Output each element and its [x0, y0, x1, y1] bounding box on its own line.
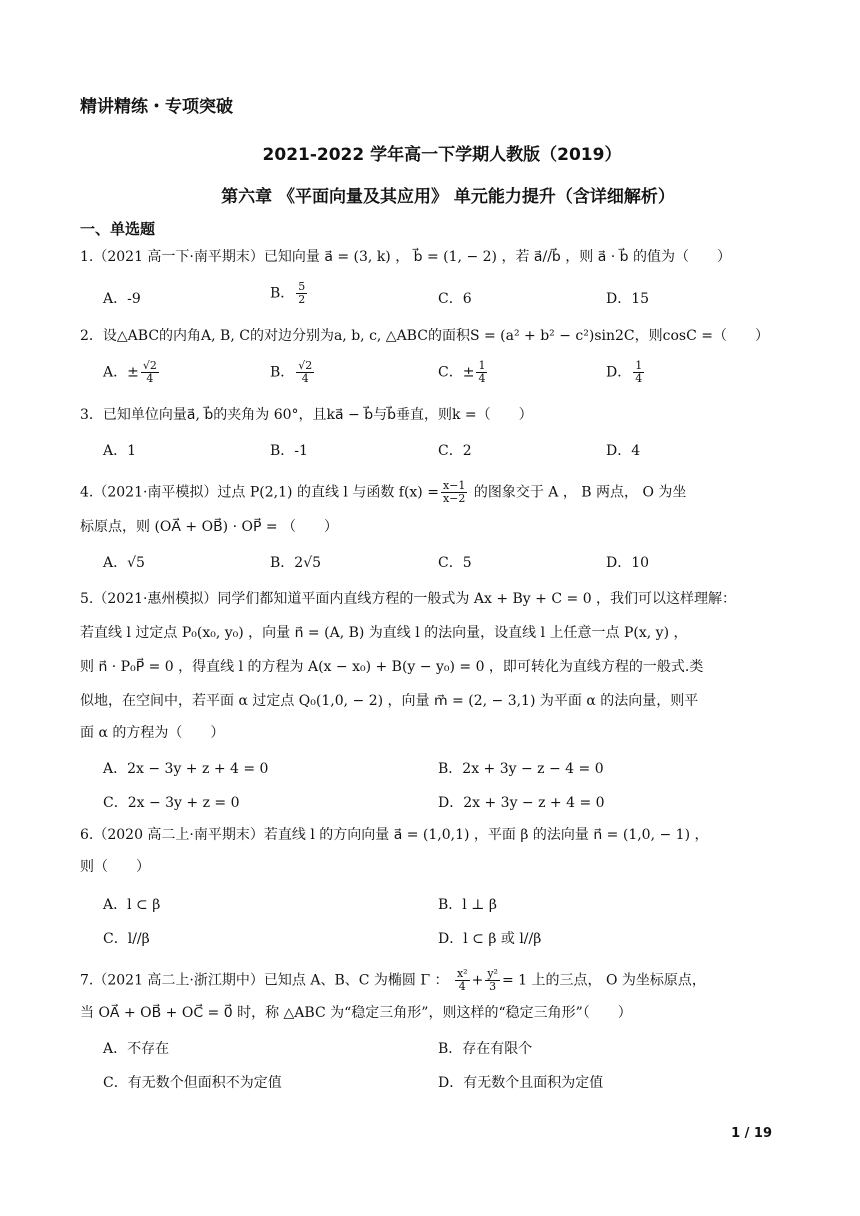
- q1-option-b-fraction: $\frac{5}{2}$: [298, 280, 306, 306]
- question-5-line-2: 若直线 l 过定点 P₀(x₀, y₀) ，向量 n⃗ = (A, B) 为直线 l 的法向量，设直线 l 上任意一点 P(x, y) ，: [80, 625, 688, 641]
- q1-option-b: B． $\frac{5}{2}$: [270, 280, 306, 306]
- q4-option-a: A．√5: [103, 555, 145, 571]
- question-6-line-2: 则（ ）: [80, 859, 150, 875]
- question-5-line-4: 似地，在空间中，若平面 α 过定点 Q₀(1,0, − 2) ，向量 m⃗ = (2, − 3,1) 为平面 α 的法向量，则平: [80, 693, 699, 709]
- q5-option-d: D．2x + 3y − z + 4 = 0: [438, 795, 605, 811]
- question-5-line-3: 则 n⃗ · P₀P⃗ = 0 ，得直线 l 的方程为 A(x − x₀) + B(y − y₀) = 0 ，即可转化为直线方程的一般式.类: [80, 659, 704, 675]
- q3-option-a: A．1: [103, 443, 137, 459]
- brand-heading: 精讲精练・专项突破: [80, 97, 233, 117]
- question-7-line-1: 7.（2021 高二上·浙江期中）已知点 A、B、C 为椭圆 Γ ： $\frac{\text{x²}}{4}$ + $\frac{\text{y²}}{3}$ = 1 上的三点， O 为坐标原点，: [80, 967, 706, 993]
- question-3-text: 3．已知单位向量a⃗, b⃗的夹角为 60°，且ka⃗ − b⃗与b⃗垂直，则k =（ ）: [80, 407, 533, 423]
- q5-option-b: B．2x + 3y − z − 4 = 0: [438, 761, 604, 777]
- q4-option-d: D．10: [606, 555, 650, 571]
- question-6-line-1: 6.（2020 高二上·南平期末）若直线 l 的方向向量 a⃗ = (1,0,1) ，平面 β 的法向量 n⃗ = (1,0, − 1) ，: [80, 827, 709, 843]
- q4-option-c: C．5: [438, 555, 472, 571]
- q7-option-d: D．有无数个且面积为定值: [438, 1075, 604, 1091]
- q6-option-d: D．l ⊂ β 或 l//β: [438, 931, 542, 947]
- q7-option-b: B．存在有限个: [438, 1041, 533, 1057]
- q7-option-a: A．不存在: [103, 1041, 170, 1057]
- q3-option-c: C．2: [438, 443, 472, 459]
- q5-option-a: A．2x − 3y + z + 4 = 0: [103, 761, 269, 777]
- q1-option-c: C．6: [438, 291, 472, 307]
- question-5-line-1: 5.（2021·惠州模拟）同学们都知道平面内直线方程的一般式为 Ax + By + C = 0 ，我们可以这样理解：: [80, 591, 737, 607]
- question-5-line-5: 面 α 的方程为（ ）: [80, 725, 225, 741]
- q6-option-b: B．l ⊥ β: [438, 897, 497, 913]
- fx-fraction: $\frac{x-1}{x-2}$: [442, 479, 466, 505]
- question-4-line-2: 标原点，则 (OA⃗ + OB⃗) · OP⃗ = （ ）: [80, 519, 339, 535]
- question-4-line-1: 4.（2021·南平模拟）过点 P(2,1) 的直线 l 与函数 f(x) = $\frac{x-1}{x-2}$ 的图象交于 A ， B 两点， O 为坐: [80, 479, 687, 505]
- question-2-text: 2．设△ABC的内角A, B, C的对边分别为a, b, c, △ABC的面积S = (a² + b² − c²)sin2C，则cosC =（ ）: [80, 328, 769, 344]
- document-subtitle: 第六章 《平面向量及其应用》 单元能力提升（含详细解析）: [221, 187, 675, 207]
- q4-option-b: B．2√5: [270, 555, 322, 571]
- section-title: 一、单选题: [80, 220, 156, 238]
- q2-option-d: D． $\frac{1}{4}$: [606, 359, 643, 385]
- q1-option-a: A．-9: [103, 291, 141, 307]
- q2-option-c: C．± $\frac{1}{4}$: [438, 359, 486, 385]
- document-title: 2021-2022 学年高一下学期人教版（2019）: [262, 145, 622, 165]
- q1-option-d: D．15: [606, 291, 650, 307]
- question-1-text: 1.（2021 高一下·南平期末）已知向量 a⃗ = (3, k) ， b⃗ = (1, − 2) ，若 a⃗//b⃗ ，则 a⃗ · b⃗ 的值为（ ）: [80, 249, 731, 265]
- question-7-line-2: 当 OA⃗ + OB⃗ + OC⃗ = 0⃗ 时，称 △ABC 为“稳定三角形”，则这样的“稳定三角形”（ ）: [80, 1005, 632, 1021]
- page-number: 1 / 19: [731, 1126, 772, 1141]
- q3-option-b: B．-1: [270, 443, 308, 459]
- q5-option-c: C．2x − 3y + z = 0: [103, 795, 240, 811]
- q6-option-a: A．l ⊂ β: [103, 897, 161, 913]
- q3-option-d: D．4: [606, 443, 641, 459]
- q7-option-c: C．有无数个但面积不为定值: [103, 1075, 282, 1091]
- q2-option-b: B． $\frac{√2}{4}$: [270, 359, 313, 385]
- q6-option-c: C．l//β: [103, 931, 150, 947]
- q2-option-a: A．± $\frac{√2}{4}$: [103, 359, 157, 385]
